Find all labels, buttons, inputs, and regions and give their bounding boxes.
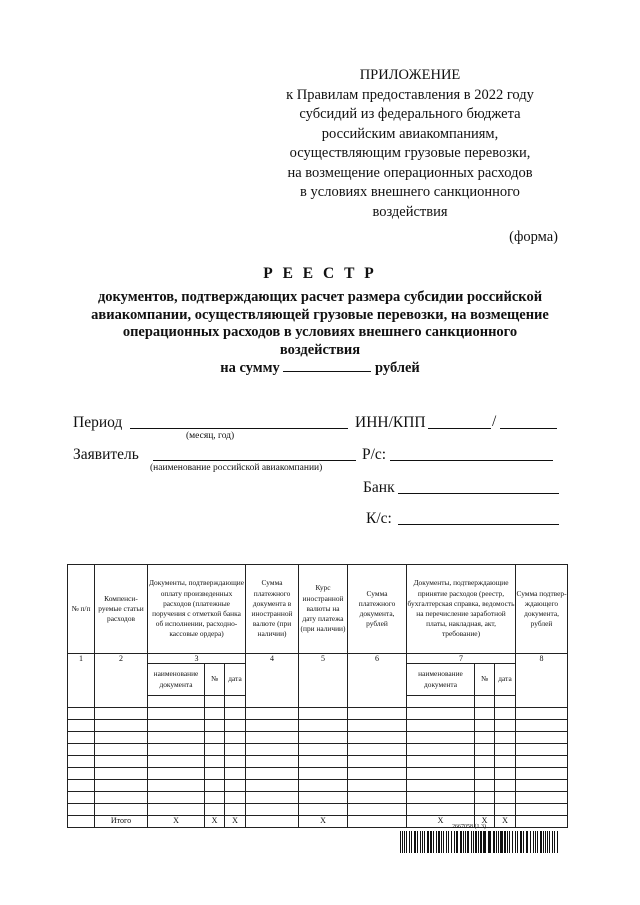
barcode-bar — [530, 831, 531, 853]
applicant-caption: (наименование российской авиакомпании) — [150, 463, 323, 473]
barcode-bar — [488, 831, 491, 853]
appendix-line: к Правилам предоставления в 2022 году — [286, 86, 534, 103]
barcode-bar — [424, 831, 425, 853]
barcode-bar — [545, 831, 546, 853]
appendix-line: на возмещение операционных расходов — [287, 164, 533, 181]
barcode-bar — [512, 831, 513, 853]
ks-field[interactable] — [398, 524, 559, 525]
barcode-bar — [517, 831, 518, 853]
document-subtitle — [60, 289, 580, 378]
header-row — [68, 565, 568, 654]
barcode-bar — [454, 831, 455, 853]
period-caption: (месяц, год) — [186, 431, 235, 441]
subtitle-line: операционных расходов в условиях внешнего санкционного — [122, 324, 518, 340]
table-row — [68, 768, 568, 780]
barcode-bar — [404, 831, 405, 853]
barcode-bar — [417, 831, 418, 853]
inn-field[interactable] — [428, 428, 491, 429]
total-mark: X — [225, 816, 246, 828]
appendix-line: ПРИЛОЖЕНИЕ — [359, 67, 461, 83]
inn-separator: / — [492, 413, 497, 430]
subtitle-line: документов, подтверждающих расчет размера субсидии российской — [97, 289, 543, 305]
col-header-confirming-amount: Сумма подтвер-ждающего документа, рублей — [516, 565, 568, 654]
column-number-row — [68, 654, 568, 664]
appendix-header — [270, 66, 550, 222]
total-mark: X — [299, 816, 348, 828]
barcode-bar — [526, 831, 528, 853]
col-number: 1 — [68, 654, 95, 696]
barcode-bar — [414, 831, 416, 853]
amount-field[interactable] — [283, 359, 371, 372]
subheader-no: № — [475, 664, 495, 696]
subheader-date: дата — [495, 664, 516, 696]
table-row — [68, 708, 568, 720]
table-row — [68, 804, 568, 816]
col-header-exchange-rate: Курс иностранной валюты на дату платежа (при наличии) — [299, 565, 348, 654]
inn-kpp-label: ИНН/КПП — [355, 414, 426, 431]
col-header-expense-items: Компенси-руемые статьи расходов — [95, 565, 148, 654]
col-number: 6 — [348, 654, 407, 696]
rs-field[interactable] — [390, 460, 553, 461]
barcode-bar — [543, 831, 544, 853]
barcode-bar — [520, 831, 522, 853]
total-mark: X — [495, 816, 516, 828]
barcode-bar — [422, 831, 423, 853]
col-header-rub-amount: Сумма платежного документа, рублей — [348, 565, 407, 654]
col-header-number: № п/п — [68, 565, 95, 654]
barcode-bar — [400, 831, 401, 853]
barcode-bar — [537, 831, 538, 853]
barcode-bar — [436, 831, 437, 853]
registry-table — [67, 564, 568, 828]
barcode-bar — [493, 831, 495, 853]
barcode-bar — [402, 831, 403, 853]
col-header-foreign-amount: Сумма платежного документа в иностранной валюте (при наличии) — [246, 565, 299, 654]
table-row — [68, 732, 568, 744]
barcode-bar — [509, 831, 510, 853]
subheader-doc-name: наименование документа — [407, 664, 475, 696]
barcode-bar — [406, 831, 407, 853]
total-mark: X — [407, 816, 475, 828]
barcode-bar — [427, 831, 429, 853]
barcode-bar — [473, 831, 474, 853]
table-row — [68, 756, 568, 768]
barcode-bar — [552, 831, 553, 853]
document-title: Р Е Е С Т Р — [263, 265, 377, 282]
appendix-line: российским авиакомпаниям, — [321, 125, 499, 142]
subheader-date: дата — [225, 664, 246, 696]
barcode-image — [400, 831, 558, 853]
bank-label: Банк — [363, 479, 395, 496]
barcode-bar — [409, 831, 410, 853]
barcode-bar — [438, 831, 440, 853]
barcode-bar — [471, 831, 472, 853]
ks-label: К/с: — [366, 510, 392, 527]
barcode-bar — [557, 831, 558, 853]
barcode-bar — [483, 831, 486, 853]
subtitle-line: авиакомпании, осуществляющей грузовые перевозки, на возмещение — [91, 306, 549, 323]
barcode-bar — [430, 831, 432, 853]
barcode-bar — [460, 831, 462, 853]
barcode-bar — [463, 831, 464, 853]
form-label: (форма) — [509, 229, 558, 245]
applicant-label: Заявитель — [73, 446, 139, 463]
period-field[interactable] — [130, 428, 348, 429]
col-number: 2 — [95, 654, 148, 696]
barcode-bar — [441, 831, 442, 853]
total-mark: X — [148, 816, 205, 828]
barcode-bar — [549, 831, 550, 853]
table-row — [68, 720, 568, 732]
kpp-field[interactable] — [500, 428, 557, 429]
col-number: 7 — [407, 654, 516, 664]
barcode-bar — [507, 831, 508, 853]
col-header-acceptance-docs: Документы, подтверждающие принятие расходов (реестр, бухгалтерская справка, ведомость на перечисление заработной платы, накладная, акт, требование) — [407, 565, 516, 654]
col-header-payment-docs: Документы, подтверждающие оплату произведенных расходов (платежные поручения с отметкой банка об исполнении, расходно-кассовые ордера) — [148, 565, 246, 654]
col-number: 4 — [246, 654, 299, 696]
col-number: 8 — [516, 654, 568, 696]
col-number: 5 — [299, 654, 348, 696]
rs-label: Р/с: — [362, 446, 387, 463]
appendix-line: осуществляющим грузовые перевозки, — [289, 145, 531, 161]
total-mark: X — [205, 816, 225, 828]
bank-field[interactable] — [398, 493, 559, 494]
period-label: Период — [73, 414, 123, 431]
barcode-bar — [504, 831, 506, 853]
barcode-bar — [496, 831, 497, 853]
barcode-bar — [480, 831, 482, 853]
barcode-bar — [467, 831, 469, 853]
barcode-bar — [540, 831, 542, 853]
subheader-doc-name: наименование документа — [148, 664, 205, 696]
applicant-field[interactable] — [153, 460, 356, 461]
amount-prefix: на сумму — [220, 360, 280, 376]
table-row — [68, 792, 568, 804]
barcode-bar — [554, 831, 555, 853]
subtitle-line: воздействия — [279, 341, 361, 358]
table-row — [68, 696, 568, 708]
barcode-bar — [448, 831, 449, 853]
barcode-bar — [533, 831, 534, 853]
amount-line — [60, 359, 580, 378]
barcode-bar — [535, 831, 536, 853]
total-row — [68, 816, 568, 828]
barcode-bar — [446, 831, 447, 853]
barcode-bar — [498, 831, 499, 853]
barcode-bar — [433, 831, 434, 853]
barcode-bar — [547, 831, 548, 853]
table-row — [68, 744, 568, 756]
barcode-bar — [411, 831, 412, 853]
barcode-bar — [456, 831, 458, 853]
total-mark: X — [475, 816, 495, 828]
barcode-number: 2667058 (1.3) — [452, 824, 486, 830]
barcode-bar — [465, 831, 466, 853]
barcode-bar — [420, 831, 421, 853]
col-number: 3 — [148, 654, 246, 664]
barcode-bar — [500, 831, 503, 853]
barcode-bar — [451, 831, 452, 853]
appendix-line: воздействия — [372, 203, 448, 220]
barcode-bar — [475, 831, 477, 853]
table-row — [68, 780, 568, 792]
amount-suffix: рублей — [375, 360, 420, 376]
barcode-bar — [515, 831, 516, 853]
total-label: Итого — [95, 816, 148, 828]
subheader-no: № — [205, 664, 225, 696]
barcode-bar — [478, 831, 479, 853]
appendix-line: в условиях внешнего санкционного — [300, 184, 520, 200]
appendix-line: субсидий из федерального бюджета — [299, 106, 521, 122]
barcode-bar — [443, 831, 444, 853]
barcode-bar — [523, 831, 524, 853]
